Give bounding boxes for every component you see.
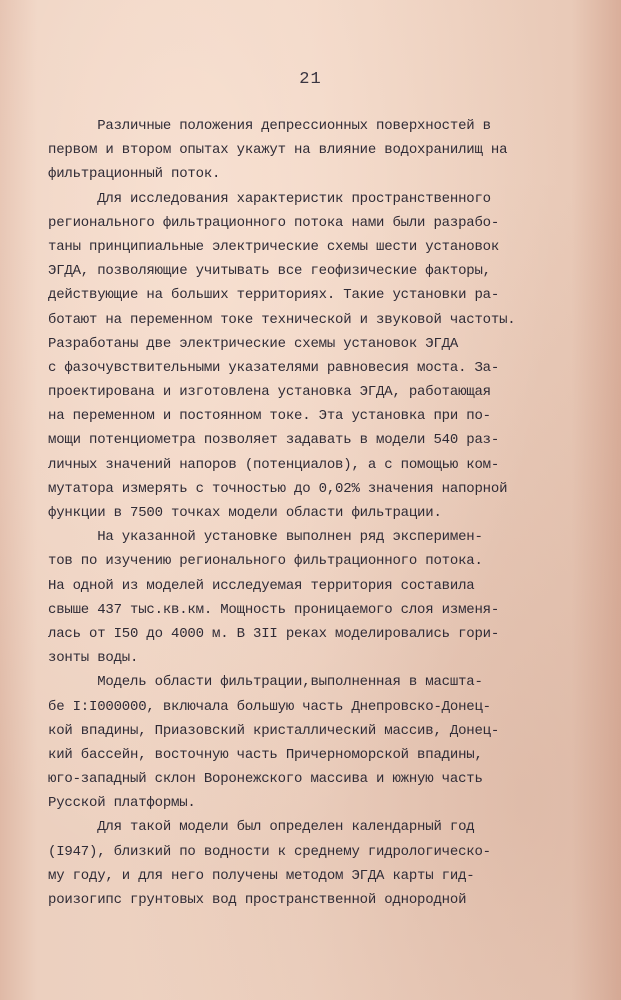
text-line: Различные положения депрессионных поверхностей в bbox=[48, 118, 491, 134]
text-line: му году, и для него получены методом ЭГДА карты гид- bbox=[48, 867, 475, 884]
text-line: кий бассейн, восточную часть Причерноморской впадины, bbox=[48, 746, 483, 763]
text-line: действующие на больших территориях. Такие установки ра- bbox=[48, 287, 500, 304]
text-line: зонты воды. bbox=[48, 650, 139, 667]
text-line: кой впадины, Приазовский кристаллический массив, Донец- bbox=[48, 722, 500, 739]
text-line: Русской платформы. bbox=[48, 795, 196, 812]
text-line: первом и втором опытах укажут на влияние водохранилищ на bbox=[48, 142, 508, 159]
text-line: (I947), близкий по водности к среднему гидрологическо- bbox=[48, 843, 491, 860]
text-line: личных значений напоров (потенциалов), а с помощью ком- bbox=[48, 456, 500, 473]
text-line: регионального фильтрационного потока нами были разрабо- bbox=[48, 214, 500, 231]
text-line: Для такой модели был определен календарный год bbox=[48, 819, 475, 836]
text-line: тов по изучению регионального фильтрационного потока. bbox=[48, 553, 483, 570]
text-line: Для исследования характеристик пространственного bbox=[48, 190, 491, 207]
body-text bbox=[48, 114, 518, 912]
text-line: проектирована и изготовлена установка ЭГДА, работающая bbox=[48, 384, 491, 401]
text-line: на переменном и постоянном токе. Эта установка при по- bbox=[48, 408, 491, 425]
text-line: лась от I50 до 4000 м. В 3II реках моделировались гори- bbox=[48, 625, 500, 642]
text-line: Разработаны две электрические схемы установок ЭГДА bbox=[48, 335, 459, 352]
text-line: роизогипс грунтовых вод пространственной однородной bbox=[48, 892, 467, 908]
text-line: На одной из моделей исследуемая территория составила bbox=[48, 577, 475, 594]
text-line: бе I:I000000, включала большую часть Днепровско-Донец- bbox=[48, 698, 491, 715]
text-line: мощи потенциометра позволяет задавать в модели 540 раз- bbox=[48, 432, 500, 449]
text-line: юго-западный склон Воронежского массива и южную часть bbox=[48, 771, 483, 788]
text-line: таны принципиальные электрические схемы шести установок bbox=[48, 238, 500, 255]
text-line: мутатора измерять с точностью до 0,02% значения напорной bbox=[48, 480, 508, 497]
text-line: свыше 437 тыс.кв.км. Мощность проницаемого слоя изменя- bbox=[48, 601, 500, 618]
text-line: ЭГДА, позволяющие учитывать все геофизические факторы, bbox=[48, 263, 491, 280]
text-line: Модель области фильтрации,выполненная в масшта- bbox=[48, 674, 483, 691]
text-line: фильтрационный поток. bbox=[48, 166, 221, 183]
text-line: функции в 7500 точках модели области фильтрации. bbox=[48, 505, 442, 521]
text-line: ботают на переменном токе технической и звуковой частоты. bbox=[48, 311, 516, 328]
page-number: 21 bbox=[299, 70, 322, 89]
text-line: с фазочувствительными указателями равновесия моста. За- bbox=[48, 359, 500, 376]
text-line: На указанной установке выполнен ряд эксперимен- bbox=[48, 529, 483, 546]
